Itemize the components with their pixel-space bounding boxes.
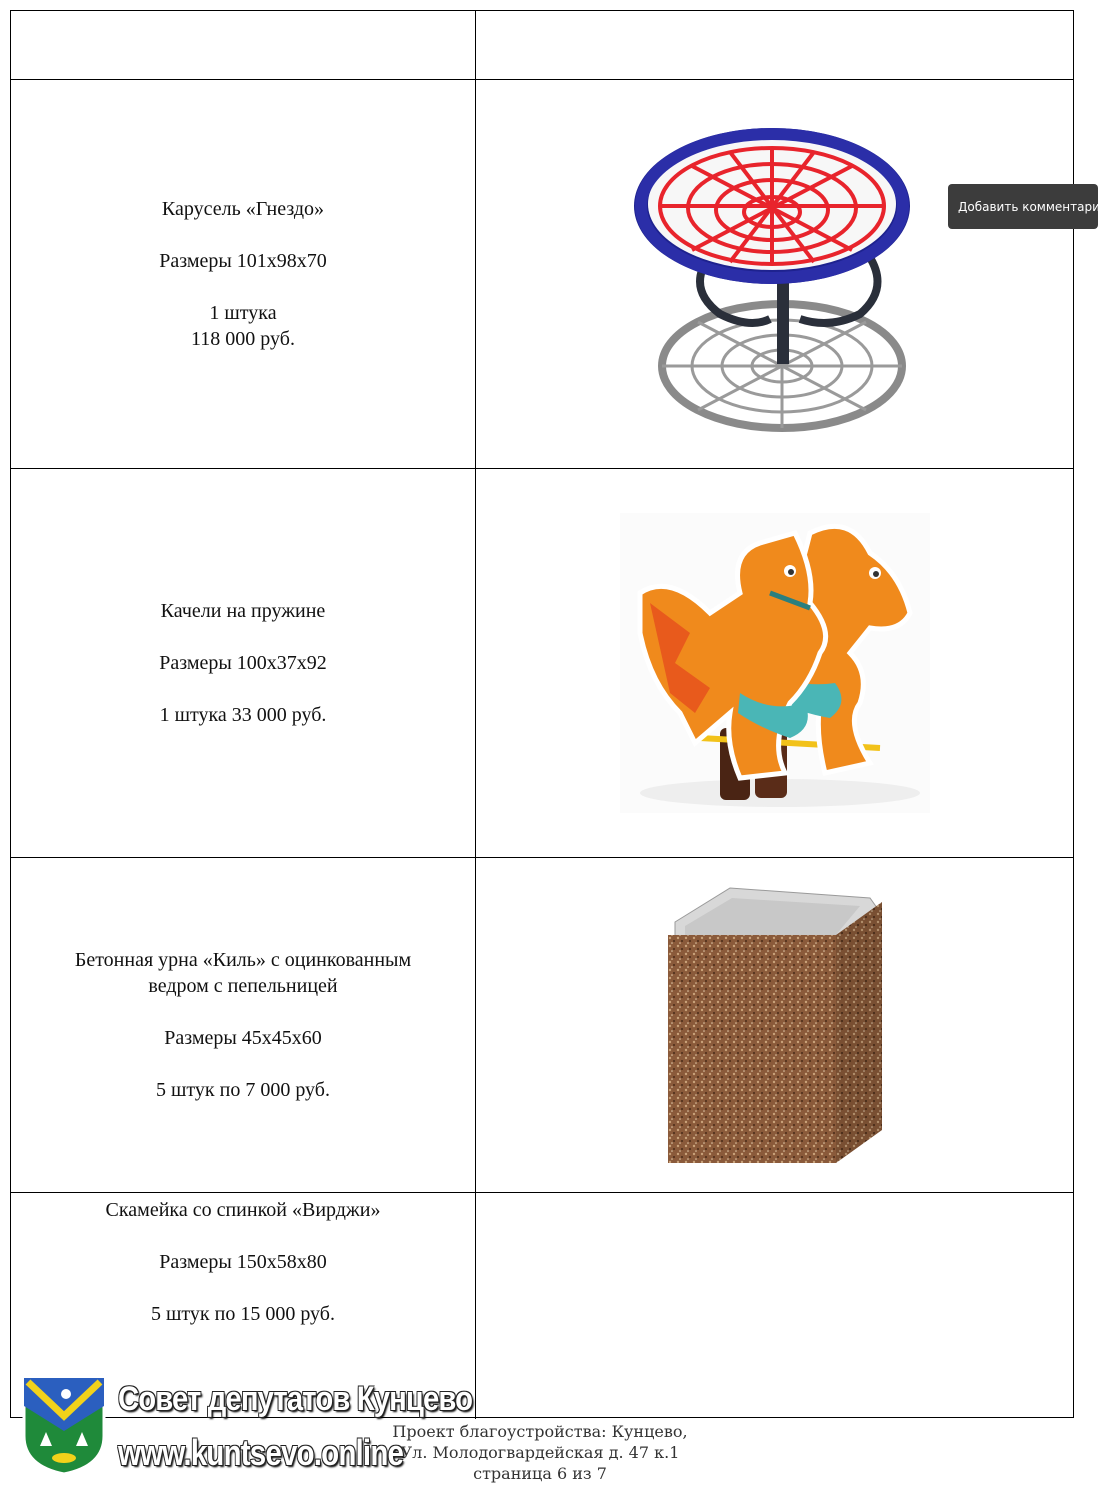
item-title: Карусель «Гнездо»: [161, 198, 325, 220]
table-header-row: [11, 11, 1073, 80]
items-table: [10, 10, 1074, 1418]
concrete-bin-image: [660, 880, 890, 1170]
item-title: Качели на пружине: [160, 600, 326, 622]
item-size: Размеры 100х37х92: [159, 652, 327, 674]
table-row: [11, 858, 1073, 1193]
item-quantity-price: 5 штук по 15 000 руб.: [151, 1303, 335, 1325]
item-size: Размеры 45х45х60: [164, 1027, 322, 1049]
spring-horse-swing-image: [620, 513, 930, 813]
item-title: ведром с пепельницей: [148, 975, 338, 997]
nest-carousel-image: [620, 114, 930, 434]
item-quantity-price: 5 штук по 7 000 руб.: [156, 1079, 330, 1101]
item-description: [11, 469, 476, 857]
footer-page-number: страница 6 из 7: [473, 1464, 607, 1483]
item-quantity: 1 штука: [209, 302, 277, 324]
item-image-cell: [476, 1193, 1073, 1419]
kuntsevo-emblem-icon: [22, 1376, 106, 1476]
footer-text: [380, 1421, 700, 1484]
item-image-cell: [476, 469, 1073, 857]
item-image-cell: [476, 80, 1073, 468]
item-description: [11, 80, 476, 468]
header-cell-right: [476, 11, 1073, 79]
item-price: 118 000 руб.: [191, 328, 295, 350]
table-row: [11, 80, 1073, 469]
add-comment-button[interactable]: Добавить комментарий: [948, 184, 1098, 229]
header-cell-left: [11, 11, 476, 79]
table-row: [11, 469, 1073, 858]
item-quantity-price: 1 штука 33 000 руб.: [159, 704, 327, 726]
watermark-title: Совет депутатов Кунцево: [118, 1380, 473, 1418]
watermark-url[interactable]: www.kuntsevo.online: [118, 1432, 404, 1473]
footer-address: Ул. Молодогвардейская д. 47 к.1: [400, 1443, 680, 1462]
item-description: [11, 858, 476, 1192]
item-image-cell: [476, 858, 1073, 1192]
item-size: Размеры 101х98х70: [159, 250, 327, 272]
item-title: Бетонная урна «Киль» с оцинкованным: [74, 949, 412, 971]
item-size: Размеры 150х58х80: [159, 1251, 327, 1273]
item-title: Скамейка со спинкой «Вирджи»: [105, 1199, 381, 1221]
footer-project: Проект благоустройства: Кунцево,: [392, 1422, 688, 1441]
